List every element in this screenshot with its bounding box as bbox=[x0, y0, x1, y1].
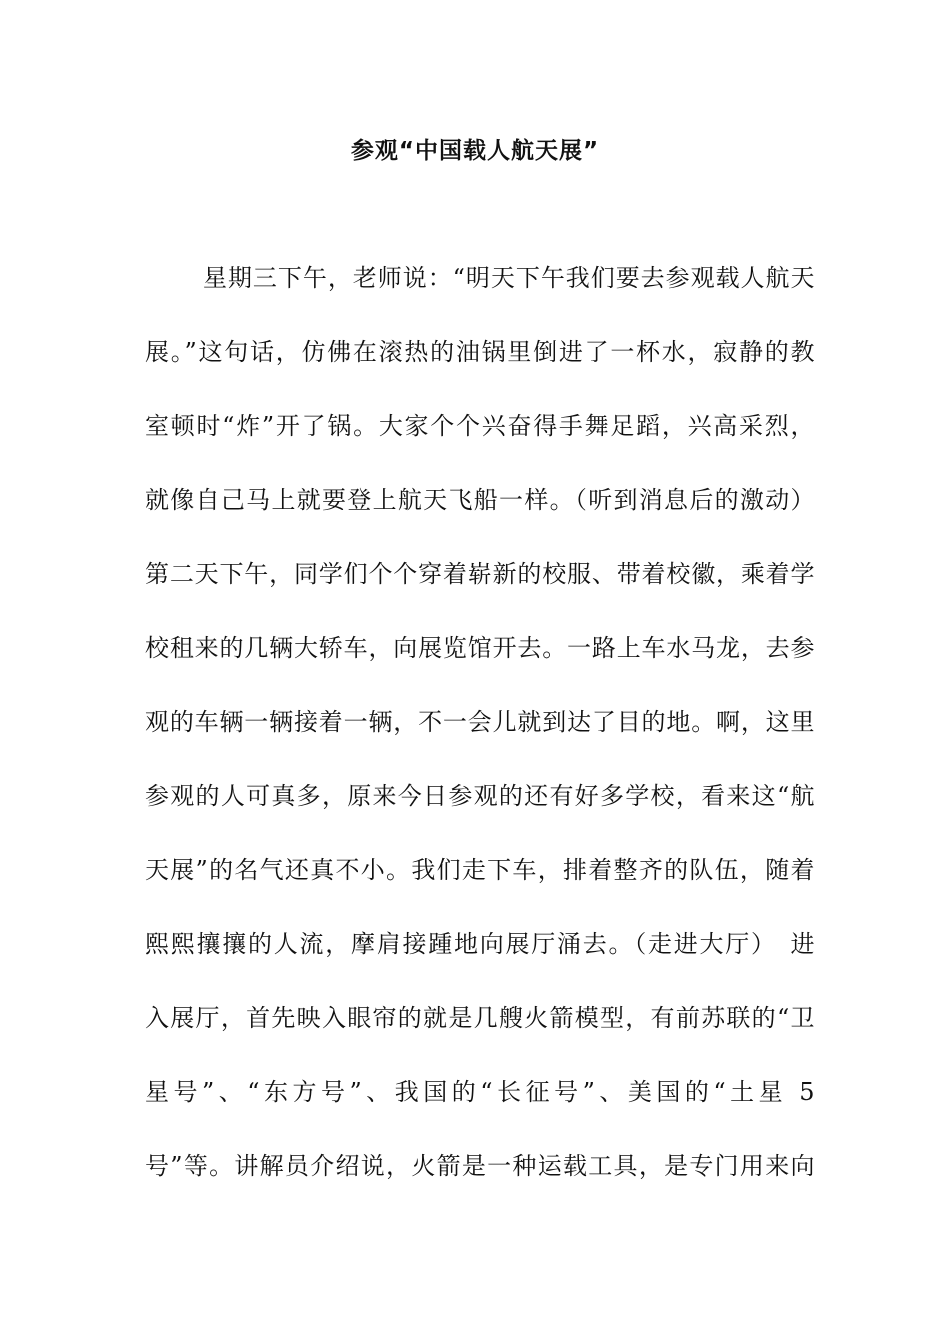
body-line: 入展厅，首先映入眼帘的就是几艘火箭模型，有前苏联的“卫 bbox=[145, 1004, 815, 1032]
document-title: 参观“中国载人航天展” bbox=[350, 138, 600, 164]
body-line: 展。”这句话，仿佛在滚热的油锅里倒进了一杯水，寂静的教 bbox=[145, 338, 815, 366]
document-body bbox=[145, 258, 815, 1220]
body-line: 就像自己马上就要登上航天飞船一样。（听到消息后的激动） bbox=[145, 486, 815, 514]
body-line: 观的车辆一辆接着一辆，不一会儿就到达了目的地。啊，这里 bbox=[145, 708, 815, 736]
body-line: 星期三下午，老师说：“明天下午我们要去参观载人航天 bbox=[203, 264, 815, 292]
body-line: 号”等。讲解员介绍说，火箭是一种运载工具，是专门用来向 bbox=[145, 1152, 815, 1180]
body-line: 校租来的几辆大轿车，向展览馆开去。一路上车水马龙，去参 bbox=[145, 634, 815, 662]
body-line: 参观的人可真多，原来今日参观的还有好多学校，看来这“航 bbox=[145, 782, 815, 810]
body-line: 第二天下午，同学们个个穿着崭新的校服、带着校徽，乘着学 bbox=[145, 560, 815, 588]
body-line: 天展”的名气还真不小。我们走下车，排着整齐的队伍，随着 bbox=[145, 856, 815, 884]
body-line: 星号”、“东方号”、我国的“长征号”、美国的“土星 5 bbox=[145, 1078, 815, 1106]
body-line: 室顿时“炸”开了锅。大家个个兴奋得手舞足蹈，兴高采烈， bbox=[145, 412, 815, 440]
body-line: 熙熙攘攘的人流，摩肩接踵地向展厅涌去。（走进大厅） 进 bbox=[145, 930, 815, 958]
